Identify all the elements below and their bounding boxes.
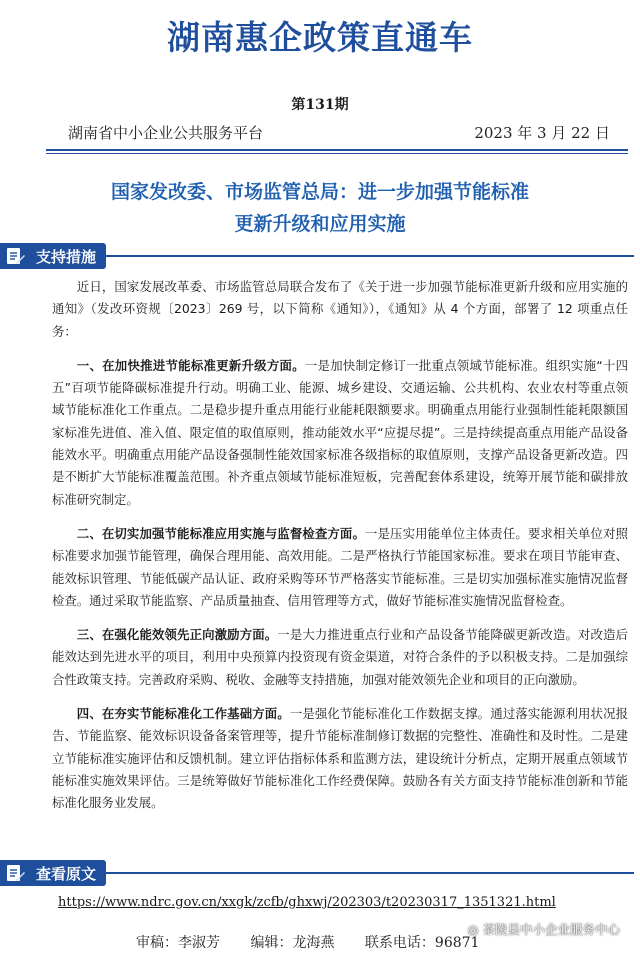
section-title: 支持措施	[36, 247, 97, 266]
headline-line-1: 国家发改委、市场监管总局：进一步加强节能标准	[110, 181, 529, 203]
publisher-name: 湖南省中小企业公共服务平台	[68, 124, 264, 142]
headline-line-2: 更新升级和应用实施	[234, 213, 406, 235]
section-view-original	[0, 860, 634, 886]
editor: 编辑：龙海燕	[250, 935, 335, 951]
contact-phone: 联系电话：96871	[364, 935, 480, 951]
point-heading: 一、在加快推进节能标准更新升级方面。	[76, 357, 305, 373]
document-icon	[4, 245, 26, 267]
point-paragraph	[52, 523, 628, 612]
point-heading: 三、在强化能效领先正向激励方面。	[76, 627, 278, 643]
reviewer: 审稿：李淑芳	[136, 935, 220, 951]
point-paragraph	[52, 624, 628, 691]
article-headline	[0, 176, 640, 240]
section-title: 查看原文	[36, 864, 97, 883]
section-underline	[106, 255, 634, 257]
point-text: 一是压实用能单位主体责任。要求相关单位对照标准要求加强节能管理，确保合理用能、高效用能。二是严格执行节能国家标准。要求在项目节能审查、能效标识管理、节能低碳产品认证、政府采购等环节严格落实节能标准。三是切实加强标准实施情况监督检查。通过采取节能监察、产品质量抽查、信用管理等方式，做好节能标准实施情况监督检查。	[52, 525, 629, 608]
publisher-row	[68, 122, 610, 144]
masthead-title: 湖南惠企政策直通车	[167, 18, 473, 57]
point-text: 一是大力推进重点行业和产品设备节能降碳更新改造。对改造后能效达到先进水平的项目，利用中央预算内投资现有资金渠道，对符合条件的予以积极支持。二是加强综合性政策支持。完善政府采购、税收、金融等支持措施，加强对能效领先企业和项目的正向激励。	[52, 627, 629, 687]
point-paragraph	[52, 355, 628, 511]
publish-date: 2023 年 3 月 22 日	[474, 124, 610, 142]
intro-paragraph: 近日，国家发展改革委、市场监管总局联合发布了《关于进一步加强节能标准更新升级和应用实施的通知》（发改环资规〔2023〕269 号，以下简称《通知》），《通知》从 4 个方面，部署了 12 项重点任务：	[52, 279, 628, 339]
watermark	[468, 920, 620, 938]
header-rule	[46, 149, 628, 151]
section-tab	[0, 860, 106, 886]
header-rule-thin	[46, 153, 628, 154]
credits-row	[136, 932, 505, 952]
section-support-measures	[0, 243, 634, 269]
section-underline	[106, 872, 634, 874]
point-text: 一是强化节能标准化工作数据支撑。通过落实能源利用状况报告、节能监察、能效标识设备备案管理等，提升节能标准制修订数据的完整性、准确性和及时性。二是建立节能标准实施评估和反馈机制。建立评估指标体系和监测方法，建设统计分析点，定期开展重点领域节能标准实施效果评估。三是统筹做好节能标准化工作经费保障。鼓励各有关方面支持节能标准创新和节能标准化服务业发展。	[52, 706, 629, 811]
section-tab	[0, 243, 106, 269]
point-text: 一是加快制定修订一批重点领域节能标准。组织实施“十四五”百项节能降碳标准提升行动。明确工业、能源、城乡建设、交通运输、公共机构、农业农村等重点领域节能标准化工作重点。二是稳步提升重点用能行业能耗限额要求。明确重点用能行业强制性能耗限额国家标准先进值、准入值、限定值的取值原则，推动能效水平“应提尽提”。三是持续提高重点用能产品设备能效水平。明确重点用能产品设备强制性能效国家标准各级指标的取值原则，支撑产品设备更新改造。四是不断扩大节能标准覆盖范围。补齐重点领域节能标准短板，完善配套体系建设，统筹开展节能和碳排放标准研究制定。	[52, 357, 629, 507]
point-heading: 四、在夯实节能标准化工作基础方面。	[76, 706, 290, 722]
article-body	[52, 276, 628, 827]
original-source-link[interactable]: https://www.ndrc.gov.cn/xxgk/zcfb/ghxwj/202303/t20230317_1351321.html	[58, 895, 556, 910]
wechat-icon: ◎	[467, 922, 483, 937]
point-paragraph	[52, 703, 628, 814]
issue-number: 第131期	[291, 97, 349, 113]
document-icon	[4, 862, 26, 884]
watermark-text: 茶陵县中小企业服务中心	[482, 922, 620, 937]
point-heading: 二、在切实加强节能标准应用实施与监督检查方面。	[76, 525, 365, 541]
